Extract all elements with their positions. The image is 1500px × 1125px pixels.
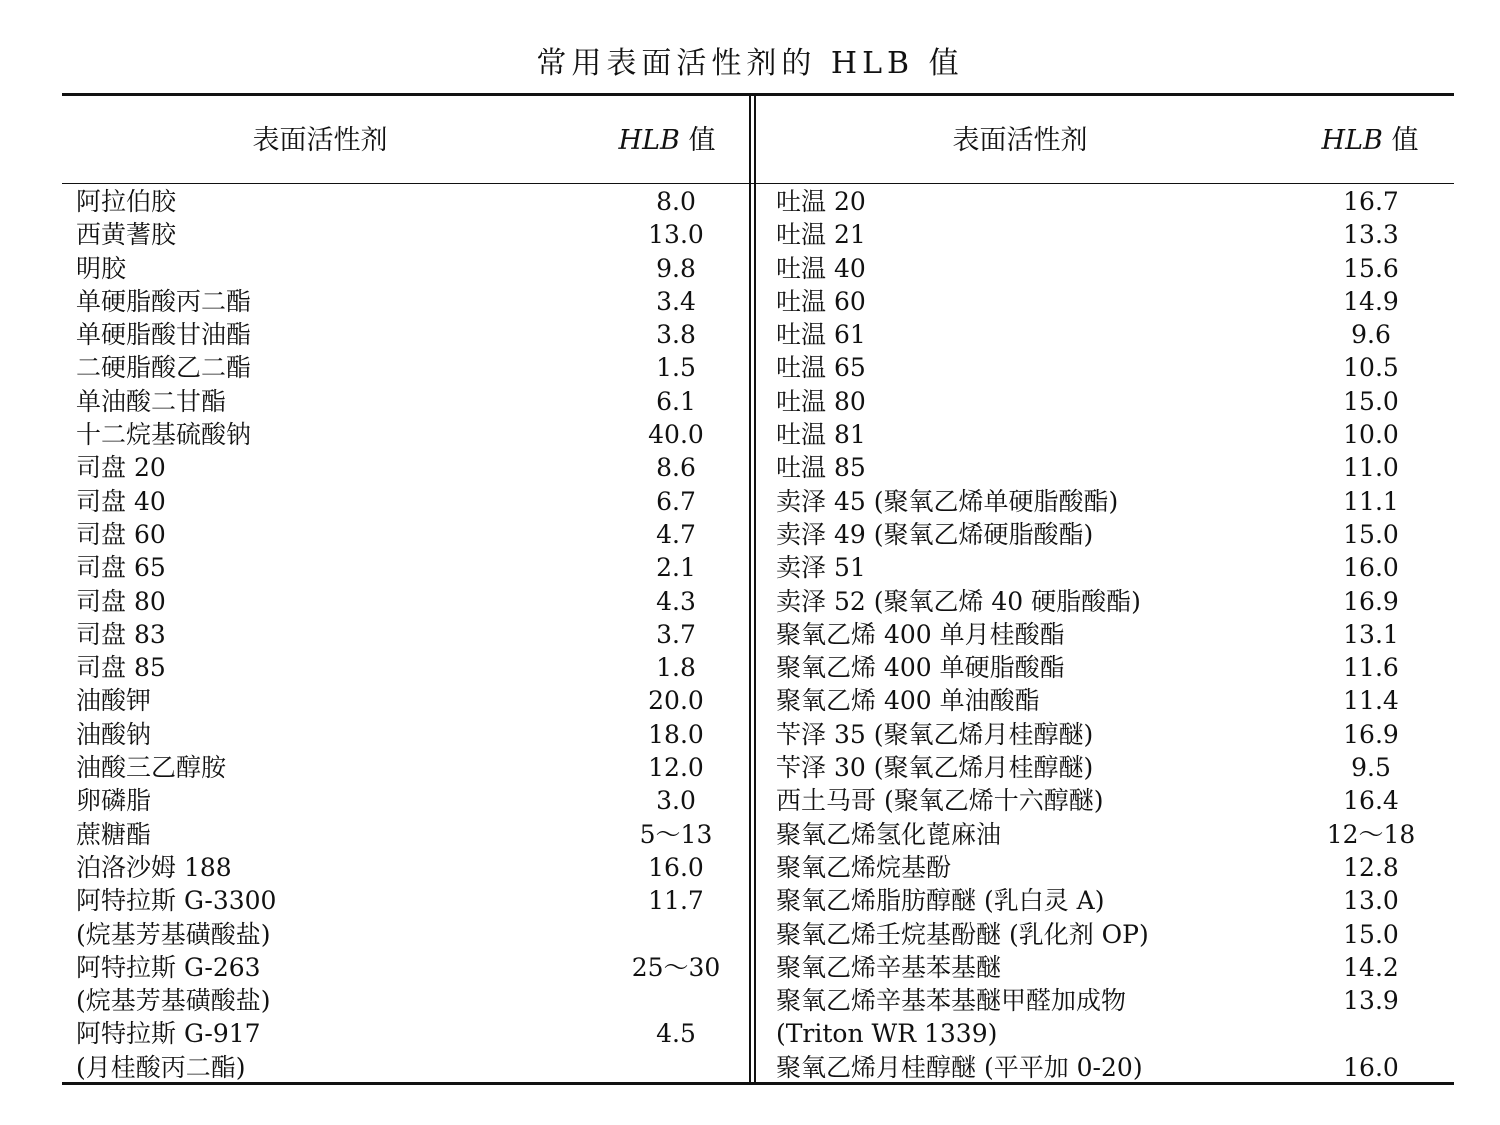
table-row xyxy=(776,684,1436,717)
surfactant-name: 吐温 21 xyxy=(776,220,866,250)
hlb-value: 11.4 xyxy=(1343,686,1399,716)
surfactant-name: 阿特拉斯 G-263 xyxy=(76,952,261,982)
surfactant-name: 吐温 61 xyxy=(776,320,866,350)
table-row xyxy=(776,851,1436,884)
table-row xyxy=(776,618,1436,651)
hlb-value: 15.0 xyxy=(1343,919,1399,949)
hlb-value: 15.6 xyxy=(1343,253,1399,283)
header-hlb-abbr: HLB xyxy=(618,125,680,156)
hlb-value: 5～13 xyxy=(639,819,713,849)
hlb-value: 12.8 xyxy=(1343,852,1399,882)
table-row xyxy=(76,418,736,451)
table-row xyxy=(76,585,736,618)
surfactant-name: 单硬脂酸丙二酯 xyxy=(76,286,252,316)
header-surfactant-right: 表面活性剂 xyxy=(952,125,1088,156)
surfactant-name: 吐温 60 xyxy=(776,286,866,316)
hlb-value: 12.0 xyxy=(648,753,704,783)
table-row xyxy=(776,585,1436,618)
table-row xyxy=(76,218,736,251)
surfactant-name: 吐温 40 xyxy=(776,253,866,283)
surfactant-name: 聚氧乙烯壬烷基酚醚 (乳化剂 OP) xyxy=(776,919,1149,949)
table-row xyxy=(776,218,1436,251)
surfactant-name: 泊洛沙姆 188 xyxy=(76,852,232,882)
table-row xyxy=(76,918,736,951)
surfactant-name: 吐温 20 xyxy=(776,187,866,216)
table-row xyxy=(76,485,736,518)
header-hlb-right xyxy=(1300,118,1440,157)
table-row xyxy=(776,818,1436,851)
hlb-value: 16.9 xyxy=(1343,586,1399,616)
table-row xyxy=(776,351,1436,384)
table-row xyxy=(776,951,1436,984)
header-surfactant-left: 表面活性剂 xyxy=(252,125,388,156)
surfactant-name: 司盘 80 xyxy=(76,586,166,616)
surfactant-name: 十二烷基硫酸钠 xyxy=(76,420,252,450)
hlb-value: 3.7 xyxy=(656,619,696,649)
table-row xyxy=(776,385,1436,418)
table-row xyxy=(76,551,736,584)
surfactant-name: 单油酸二甘酯 xyxy=(76,386,227,416)
table-row xyxy=(76,451,736,484)
hlb-value: 11.7 xyxy=(648,886,704,916)
hlb-value: 16.0 xyxy=(648,852,704,882)
header-rule xyxy=(62,183,1454,184)
table-row xyxy=(776,718,1436,751)
surfactant-name: 卖泽 45 (聚氧乙烯单硬脂酸酯) xyxy=(776,486,1119,516)
table-row xyxy=(76,385,736,418)
hlb-value: 14.9 xyxy=(1343,286,1399,316)
hlb-value: 12～18 xyxy=(1326,819,1416,849)
hlb-value: 16.9 xyxy=(1343,719,1399,749)
table-row xyxy=(76,1017,736,1050)
table-row xyxy=(776,485,1436,518)
header-hlb-abbr: HLB xyxy=(1321,125,1383,156)
table-row xyxy=(76,318,736,351)
hlb-value: 6.7 xyxy=(656,486,696,516)
table-title: 常用表面活性剂的 HLB 值 xyxy=(536,46,964,81)
table-row xyxy=(76,1051,736,1084)
header-hlb-unit: 值 xyxy=(1382,125,1419,156)
hlb-value: 16.0 xyxy=(1343,1052,1399,1082)
surfactant-name: 西土马哥 (聚氧乙烯十六醇醚) xyxy=(776,786,1104,816)
surfactant-name: 阿拉伯胶 xyxy=(76,187,177,216)
hlb-value: 40.0 xyxy=(648,420,704,450)
hlb-value: 13.0 xyxy=(648,220,704,250)
table-row xyxy=(76,818,736,851)
surfactant-name: 苄泽 35 (聚氧乙烯月桂醇醚) xyxy=(776,719,1094,749)
table-row xyxy=(776,252,1436,285)
surfactant-name: 聚氧乙烯辛基苯基醚甲醛加成物 xyxy=(776,986,1127,1016)
hlb-value: 16.4 xyxy=(1343,786,1399,816)
surfactant-name: 吐温 81 xyxy=(776,420,866,450)
surfactant-name: (烷基芳基磺酸盐) xyxy=(76,986,271,1016)
surfactant-name: 阿特拉斯 G-3300 xyxy=(76,886,277,916)
table-row xyxy=(776,1017,1436,1050)
table-row xyxy=(776,451,1436,484)
table-row xyxy=(776,185,1436,218)
table-row xyxy=(76,718,736,751)
hlb-value: 4.5 xyxy=(656,1019,696,1049)
table-row xyxy=(76,518,736,551)
hlb-value: 13.1 xyxy=(1343,619,1399,649)
table-row xyxy=(776,651,1436,684)
surfactant-name: 吐温 80 xyxy=(776,386,866,416)
table-row xyxy=(776,984,1436,1017)
table-row xyxy=(776,784,1436,817)
hlb-value: 9.5 xyxy=(1351,753,1391,783)
column-divider-right-line xyxy=(754,95,756,1082)
surfactant-name: (Triton WR 1339) xyxy=(776,1019,998,1049)
left-table-column xyxy=(76,185,736,1084)
surfactant-name: 聚氧乙烯 400 单硬脂酸酯 xyxy=(776,653,1065,683)
table-row xyxy=(76,951,736,984)
hlb-value: 2.1 xyxy=(656,553,696,583)
surfactant-name: 司盘 85 xyxy=(76,653,166,683)
surfactant-name: 单硬脂酸甘油酯 xyxy=(76,320,252,350)
table-row xyxy=(76,285,736,318)
table-row xyxy=(76,984,736,1017)
surfactant-name: 司盘 40 xyxy=(76,486,166,516)
hlb-value: 9.8 xyxy=(656,253,696,283)
surfactant-name: 聚氧乙烯 400 单月桂酸酯 xyxy=(776,619,1065,649)
hlb-value: 25～30 xyxy=(631,952,721,982)
surfactant-name: 苄泽 30 (聚氧乙烯月桂醇醚) xyxy=(776,753,1094,783)
hlb-value: 15.0 xyxy=(1343,519,1399,549)
table-row xyxy=(776,918,1436,951)
surfactant-name: 聚氧乙烯 400 单油酸酯 xyxy=(776,686,1040,716)
surfactant-name: 明胶 xyxy=(76,253,127,283)
table-row xyxy=(776,318,1436,351)
top-rule xyxy=(62,93,1454,96)
surfactant-name: 阿特拉斯 G-917 xyxy=(76,1019,261,1049)
hlb-value: 9.6 xyxy=(1351,320,1391,350)
table-row xyxy=(776,518,1436,551)
table-row xyxy=(776,751,1436,784)
hlb-value: 16.0 xyxy=(1343,553,1399,583)
surfactant-name: 司盘 60 xyxy=(76,519,166,549)
table-row xyxy=(76,684,736,717)
table-row xyxy=(776,1051,1436,1084)
hlb-value: 4.3 xyxy=(656,586,696,616)
hlb-value: 18.0 xyxy=(648,719,704,749)
surfactant-name: 聚氧乙烯氢化蓖麻油 xyxy=(776,819,1002,849)
surfactant-name: 聚氧乙烯烷基酚 xyxy=(776,852,952,882)
table-row xyxy=(776,285,1436,318)
surfactant-name: (烷基芳基磺酸盐) xyxy=(76,919,271,949)
surfactant-name: 吐温 65 xyxy=(776,353,866,383)
table-row xyxy=(76,351,736,384)
table-row xyxy=(76,851,736,884)
hlb-value: 14.2 xyxy=(1343,952,1399,982)
table-row xyxy=(76,651,736,684)
hlb-value: 4.7 xyxy=(656,519,696,549)
hlb-value: 1.5 xyxy=(656,353,696,383)
table-row xyxy=(76,185,736,218)
hlb-value: 11.0 xyxy=(1343,453,1399,483)
surfactant-name: 吐温 85 xyxy=(776,453,866,483)
table-row xyxy=(776,551,1436,584)
hlb-value: 16.7 xyxy=(1343,187,1399,216)
hlb-value: 8.0 xyxy=(656,187,696,216)
table-row xyxy=(76,618,736,651)
surfactant-name: 聚氧乙烯辛基苯基醚 xyxy=(776,952,1002,982)
table-row xyxy=(76,884,736,917)
surfactant-name: 油酸钾 xyxy=(76,686,152,716)
hlb-value: 3.0 xyxy=(656,786,696,816)
surfactant-name: 聚氧乙烯月桂醇醚 (平平加 0-20) xyxy=(776,1052,1143,1082)
hlb-value: 20.0 xyxy=(648,686,704,716)
surfactant-name: 二硬脂酸乙二酯 xyxy=(76,353,252,383)
header-hlb-unit: 值 xyxy=(679,125,716,156)
surfactant-name: 西黄蓍胶 xyxy=(76,220,177,250)
surfactant-name: (月桂酸丙二酯) xyxy=(76,1052,246,1082)
surfactant-name: 卖泽 49 (聚氧乙烯硬脂酸酯) xyxy=(776,519,1094,549)
hlb-value: 1.8 xyxy=(656,653,696,683)
hlb-value: 10.5 xyxy=(1343,353,1399,383)
surfactant-name: 蔗糖酯 xyxy=(76,819,152,849)
hlb-value: 10.0 xyxy=(1343,420,1399,450)
hlb-value: 6.1 xyxy=(656,386,696,416)
header-hlb-left xyxy=(600,118,734,157)
surfactant-name: 油酸钠 xyxy=(76,719,152,749)
surfactant-name: 卖泽 52 (聚氧乙烯 40 硬脂酸酯) xyxy=(776,586,1141,616)
table-row xyxy=(776,418,1436,451)
surfactant-name: 司盘 83 xyxy=(76,619,166,649)
hlb-value: 8.6 xyxy=(656,453,696,483)
table-row xyxy=(76,751,736,784)
right-table-column xyxy=(776,185,1436,1084)
surfactant-name: 卵磷脂 xyxy=(76,786,152,816)
surfactant-name: 司盘 65 xyxy=(76,553,166,583)
hlb-value: 11.1 xyxy=(1343,486,1399,516)
hlb-value: 13.0 xyxy=(1343,886,1399,916)
surfactant-name: 司盘 20 xyxy=(76,453,166,483)
hlb-value: 13.3 xyxy=(1343,220,1399,250)
table-row xyxy=(76,784,736,817)
table-row xyxy=(76,252,736,285)
table-row xyxy=(776,884,1436,917)
surfactant-name: 油酸三乙醇胺 xyxy=(76,753,227,783)
hlb-value: 3.4 xyxy=(656,286,696,316)
surfactant-name: 聚氧乙烯脂肪醇醚 (乳白灵 A) xyxy=(776,886,1105,916)
column-divider-left-line xyxy=(749,95,751,1082)
hlb-value: 13.9 xyxy=(1343,986,1399,1016)
hlb-value: 3.8 xyxy=(656,320,696,350)
surfactant-name: 卖泽 51 xyxy=(776,553,866,583)
hlb-value: 11.6 xyxy=(1343,653,1399,683)
hlb-value: 15.0 xyxy=(1343,386,1399,416)
